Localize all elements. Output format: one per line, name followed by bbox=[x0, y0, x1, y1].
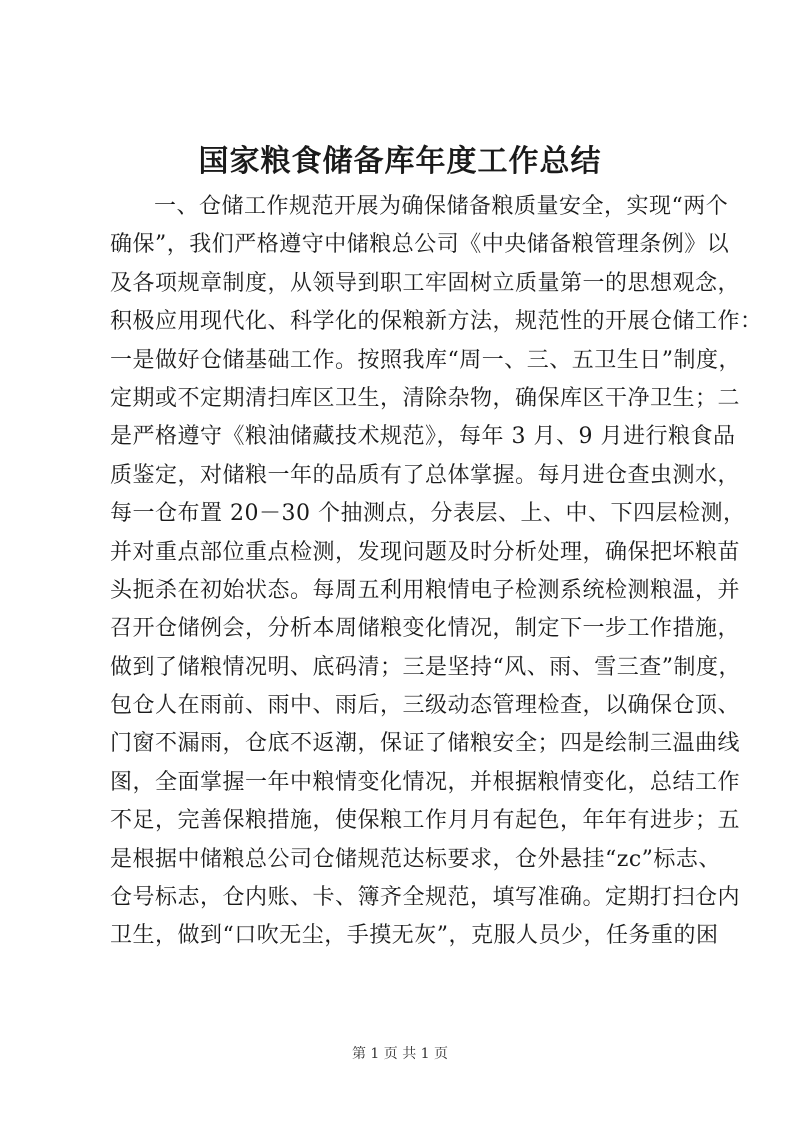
paragraph-line: 是根据中储粮总公司仓储规范达标要求，仓外悬挂“zc”标志、 bbox=[110, 846, 721, 872]
paragraph-line: 召开仓储例会，分析本周储粮变化情况，制定下一步工作措施， bbox=[110, 616, 741, 642]
paragraph-line: 并对重点部位重点检测，发现问题及时分析处理，确保把坏粮苗 bbox=[110, 539, 741, 565]
paragraph-line: 一、仓储工作规范开展为确保储备粮质量安全，实现“两个 bbox=[154, 194, 729, 219]
paragraph-line: 卫生，做到“口吹无尘，手摸无灰”，克服人员少，任务重的困 bbox=[110, 923, 719, 949]
document-body bbox=[110, 188, 763, 956]
paragraph-line: 包仓人在雨前、雨中、雨后，三级动态管理检查，以确保仓顶、 bbox=[110, 693, 741, 719]
paragraph-line: 及各项规章制度，从领导到职工牢固树立质量第一的思想观念， bbox=[110, 270, 741, 296]
paragraph-line: 不足，完善保粮措施，使保粮工作月月有起色，年年有进步；五 bbox=[110, 808, 741, 834]
paragraph-line: 质鉴定，对储粮一年的品质有了总体掌握。每月进仓查虫测水， bbox=[110, 462, 741, 488]
paragraph-line: 仓号标志，仓内账、卡、簿齐全规范，填写准确。定期打扫仓内 bbox=[110, 885, 741, 911]
page-footer: 第 1 页 共 1 页 bbox=[351, 1046, 449, 1062]
paragraph-line: 一是做好仓储基础工作。按照我库“周一、三、五卫生日”制度， bbox=[110, 347, 741, 373]
paragraph-line: 门窗不漏雨，仓底不返潮，保证了储粮安全；四是绘制三温曲线 bbox=[110, 731, 741, 757]
document-title: 国家粮食储备库年度工作总结 bbox=[198, 144, 602, 179]
paragraph-line: 积极应用现代化、科学化的保粮新方法，规范性的开展仓储工作： bbox=[110, 309, 763, 335]
paragraph-line: 图，全面掌握一年中粮情变化情况，并根据粮情变化，总结工作 bbox=[110, 769, 741, 795]
paragraph-line: 定期或不定期清扫库区卫生，清除杂物，确保库区干净卫生；二 bbox=[110, 385, 741, 411]
paragraph-line: 做到了储粮情况明、底码清；三是坚持“风、雨、雪三查”制度， bbox=[110, 654, 741, 680]
paragraph-line: 头扼杀在初始状态。每周五利用粮情电子检测系统检测粮温，并 bbox=[110, 577, 741, 603]
paragraph-line: 每一仓布置 20－30 个抽测点，分表层、上、中、下四层检测， bbox=[110, 501, 746, 527]
paragraph-line: 是严格遵守《粮油储藏技术规范》，每年 3 月、9 月进行粮食品 bbox=[110, 424, 736, 450]
paragraph-line: 确保”，我们严格遵守中储粮总公司《中央储备粮管理条例》以 bbox=[110, 232, 730, 258]
